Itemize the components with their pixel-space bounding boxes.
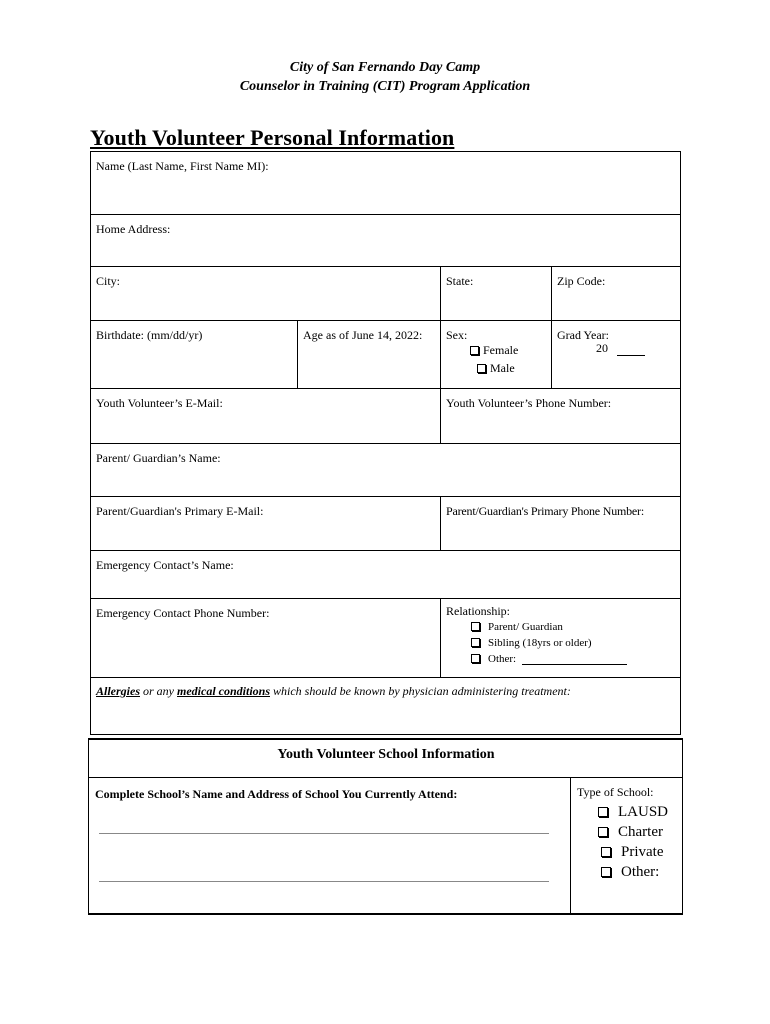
checkbox-icon[interactable]	[477, 364, 486, 373]
school-type-other[interactable]	[601, 864, 659, 881]
option-label: Sibling (18yrs or older)	[488, 637, 592, 649]
row-divider	[90, 677, 681, 678]
sex-option-male[interactable]	[477, 361, 515, 376]
grad-year-blank[interactable]	[617, 355, 645, 356]
guardian-name-field[interactable]: Parent/ Guardian’s Name:	[96, 451, 221, 465]
option-label: Charter	[618, 824, 663, 840]
relationship-option-sibling[interactable]	[471, 637, 592, 649]
grad-year-prefix: 20	[596, 341, 608, 355]
medical-conditions-bold: medical conditions	[177, 684, 270, 698]
section-title: Youth Volunteer Personal Information	[90, 125, 455, 150]
column-divider	[570, 777, 571, 915]
sex-label: Sex:	[446, 328, 468, 342]
allergies-text: which should be known by physician administering treatment:	[270, 684, 571, 698]
email-field[interactable]: Youth Volunteer’s E-Mail:	[96, 396, 223, 410]
relationship-option-other[interactable]	[471, 653, 627, 665]
age-field[interactable]: Age as of June 14, 2022:	[303, 328, 423, 342]
school-type-private[interactable]	[601, 844, 664, 861]
school-type-lausd[interactable]	[598, 804, 668, 821]
checkbox-icon[interactable]	[598, 807, 608, 817]
city-field[interactable]: City:	[96, 274, 121, 288]
option-label: Parent/ Guardian	[488, 621, 563, 633]
other-blank[interactable]	[522, 664, 627, 665]
state-field[interactable]: State:	[446, 274, 474, 288]
option-label: LAUSD	[618, 804, 669, 820]
option-label: Other:	[488, 653, 517, 665]
school-type-label: Type of School:	[577, 785, 654, 799]
option-label: Other:	[621, 864, 660, 880]
name-field[interactable]: Name (Last Name, First Name MI):	[96, 159, 269, 173]
school-info-form	[88, 738, 683, 915]
school-type-charter[interactable]	[598, 824, 663, 841]
option-label: Private	[621, 844, 664, 860]
checkbox-icon[interactable]	[471, 638, 480, 647]
sex-option-female[interactable]	[470, 343, 518, 358]
school-line-2[interactable]	[99, 881, 549, 882]
school-section-title: Youth Volunteer School Information	[277, 747, 495, 762]
school-name-address-label: Complete School’s Name and Address of School You Currently Attend:	[95, 787, 458, 801]
header-line-1: City of San Fernando Day Camp	[289, 60, 481, 75]
birthdate-field[interactable]: Birthdate: (mm/dd/yr)	[96, 328, 203, 342]
checkbox-icon[interactable]	[601, 847, 611, 857]
row-divider	[88, 777, 683, 778]
checkbox-icon[interactable]	[601, 867, 611, 877]
emergency-phone-field[interactable]: Emergency Contact Phone Number:	[96, 606, 270, 620]
option-label: Female	[483, 343, 519, 357]
guardian-phone-field[interactable]: Parent/Guardian's Primary Phone Number:	[446, 504, 644, 518]
grad-year-label: Grad Year:	[557, 328, 609, 342]
school-line-1[interactable]	[99, 833, 549, 834]
phone-field[interactable]: Youth Volunteer’s Phone Number:	[446, 396, 612, 410]
emergency-name-field[interactable]: Emergency Contact’s Name:	[96, 558, 234, 572]
relationship-option-parent[interactable]	[471, 621, 563, 633]
zip-code-field[interactable]: Zip Code:	[557, 274, 606, 288]
allergies-text: or any	[140, 684, 177, 698]
checkbox-icon[interactable]	[598, 827, 608, 837]
checkbox-icon[interactable]	[471, 622, 480, 631]
option-label: Male	[490, 361, 515, 375]
allergies-field[interactable]	[96, 684, 571, 699]
relationship-label: Relationship:	[446, 604, 510, 618]
checkbox-icon[interactable]	[470, 346, 479, 355]
header-line-2: Counselor in Training (CIT) Program Application	[239, 79, 531, 94]
allergies-bold: Allergies	[96, 684, 140, 698]
guardian-email-field[interactable]: Parent/Guardian's Primary E-Mail:	[96, 504, 264, 518]
checkbox-icon[interactable]	[471, 654, 480, 663]
grad-year-field[interactable]	[596, 341, 645, 356]
home-address-field[interactable]: Home Address:	[96, 222, 171, 236]
